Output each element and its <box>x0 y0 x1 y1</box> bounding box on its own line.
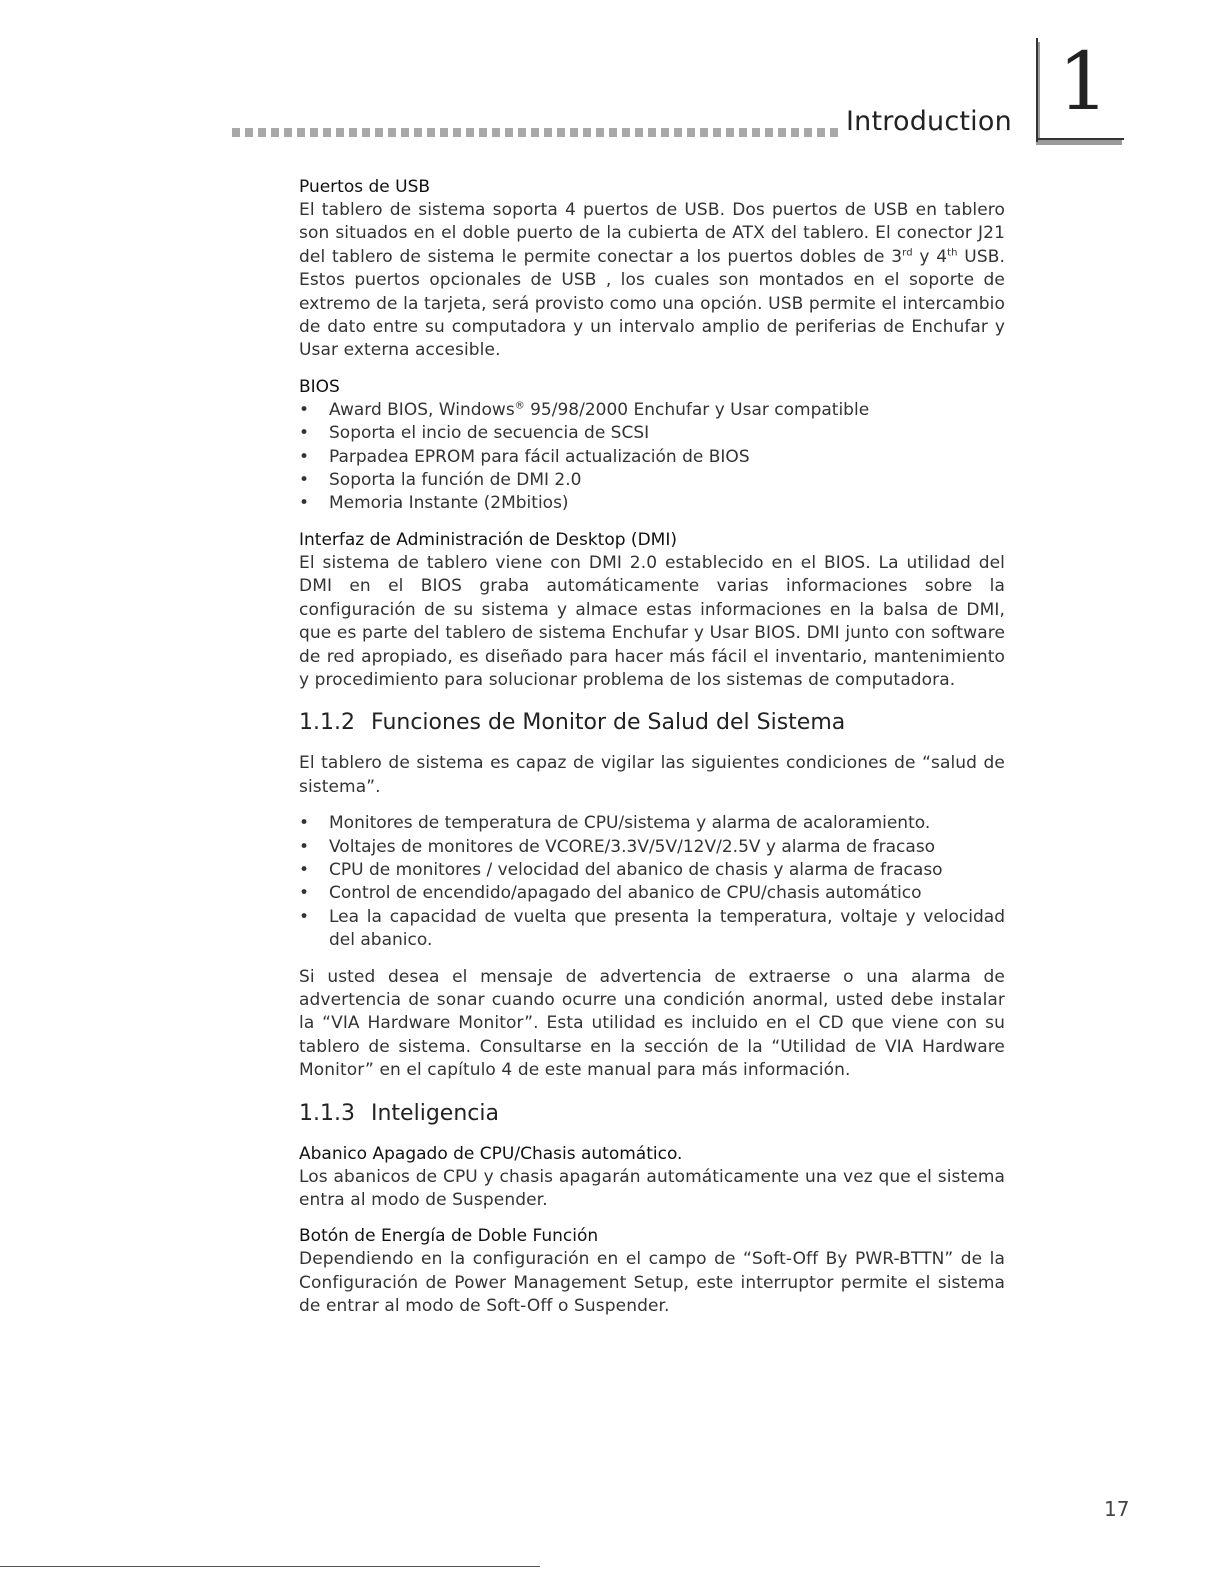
section-number: 1.1.2 <box>299 710 355 736</box>
fan-block <box>299 1143 1005 1213</box>
chapter-number: 1 <box>1058 35 1109 128</box>
usb-paragraph <box>299 199 1005 363</box>
health-list-item: • CPU de monitores / velocidad del abanico de chasis y alarma de fracaso <box>299 859 1005 882</box>
bios-item1-text-end: 95/98/2000 Enchufar y Usar compatible <box>524 399 870 420</box>
page-number: 17 <box>1104 1497 1130 1521</box>
dmi-heading: Interfaz de Administración de Desktop (DMI) <box>299 529 677 550</box>
chapter-box-line-left <box>1036 38 1038 142</box>
bios-item1-text: Award BIOS, Windows <box>329 399 515 420</box>
power-button-block <box>299 1225 1005 1318</box>
bios-list-item: • Memoria Instante (2Mbitios) <box>299 492 1005 515</box>
header-dotted-rule <box>232 128 838 137</box>
bios-block <box>299 376 1005 516</box>
health-intro-block <box>299 752 1005 799</box>
usb-heading: Puertos de USB <box>299 177 431 197</box>
usb-text-part1: El tablero de sistema soporta 4 puertos de USB. Dos puertos de USB en tablero son situados en el doble puerto de la cubierta de ATX del tablero. El conector J21 del tablero de sistema le permite conectar a los puertos dobles de 3 <box>299 200 1005 267</box>
usb-text-part2: y 4 <box>912 246 948 267</box>
registered-mark: ® <box>514 400 525 412</box>
chapter-title: Introduction <box>846 106 1012 137</box>
health-list-item: • Monitores de temperatura de CPU/sistema y alarma de acaloramiento. <box>299 812 1005 835</box>
power-button-paragraph: Dependiendo en la configuración en el campo de “Soft-Off By PWR-BTTN” de la Configuración de Power Management Setup, este interruptor permite el sistema de entrar al modo de Soft-Off o Suspender. <box>299 1249 1005 1317</box>
section-heading-1-1-3 <box>299 1101 1005 1127</box>
section-number: 1.1.3 <box>299 1100 355 1126</box>
health-list-item: • Control de encendido/apagado del abanico de CPU/chasis automático <box>299 882 1005 905</box>
usb-sup-rd: rd <box>902 247 913 259</box>
bios-list-item: • Parpadea EPROM para fácil actualización de BIOS <box>299 446 1005 469</box>
section-heading-1-1-2 <box>299 710 1005 736</box>
health-list-item: • Voltajes de monitores de VCORE/3.3V/5V/12V/2.5V y alarma de fracaso <box>299 836 1005 859</box>
health-intro-paragraph: El tablero de sistema es capaz de vigilar las siguientes condiciones de “salud de sistema”. <box>299 753 1005 797</box>
fan-heading: Abanico Apagado de CPU/Chasis automático. <box>299 1143 683 1164</box>
power-button-heading: Botón de Energía de Doble Función <box>299 1226 599 1247</box>
chapter-box-shadow-bottom <box>1036 140 1122 145</box>
bios-list-item: • Soporta el incio de secuencia de SCSI <box>299 422 1005 445</box>
health-list-block <box>299 812 1005 952</box>
bios-list <box>299 399 1005 516</box>
health-list-item: • Lea la capacidad de vuelta que presenta la temperatura, voltaje y velocidad del abanico. <box>299 906 1005 953</box>
section-title-text: Funciones de Monitor de Salud del Sistema <box>371 710 846 736</box>
bottom-rule <box>0 1566 540 1567</box>
bios-list-item <box>299 399 1005 422</box>
chapter-box-line-bottom <box>1036 138 1124 140</box>
usb-block <box>299 176 1005 363</box>
bios-heading: BIOS <box>299 376 340 397</box>
health-list <box>299 812 1005 952</box>
dmi-paragraph: El sistema de tablero viene con DMI 2.0 establecido en el BIOS. La utilidad del DMI en el BIOS graba automáticamente varias informaciones sobre la configuración de su sistema y almace estas informaciones en la balsa de DMI, que es parte del tablero de sistema Enchufar y Usar BIOS. DMI junto con software de red apropiado, es diseñado para hacer más fácil el inventario, mantenimiento y procedimiento para solucionar problema de los sistemas de computadora. <box>299 552 1005 690</box>
usb-sup-th: th <box>947 247 958 259</box>
page-content <box>299 176 1005 1332</box>
section-title-text: Inteligencia <box>371 1100 499 1126</box>
usb-text-part3: USB. Estos puertos opcionales de USB , los cuales son montados en el soporte de extremo de la tarjeta, será provisto como una opción. USB permite el intercambio de dato entre su computadora y un intervalo amplio de periferias de Enchufar y Usar externa accesible. <box>299 246 1005 361</box>
health-closing-paragraph: Si usted desea el mensaje de advertencia de extraerse o una alarma de advertencia de sonar cuando ocurre una condición anormal, usted debe instalar la “VIA Hardware Monitor”. Esta utilidad es incluido en el CD que viene con su tablero de sistema. Consultarse en la sección de la “Utilidad de VIA Hardware Monitor” en el capítulo 4 de este manual para más información. <box>299 966 1005 1081</box>
dmi-block <box>299 529 1005 692</box>
fan-paragraph: Los abanicos de CPU y chasis apagarán automáticamente una vez que el sistema entra al modo de Suspender. <box>299 1166 1005 1210</box>
chapter-number-box <box>1036 35 1124 142</box>
bios-list-item: • Soporta la función de DMI 2.0 <box>299 469 1005 492</box>
health-closing-block <box>299 966 1005 1083</box>
